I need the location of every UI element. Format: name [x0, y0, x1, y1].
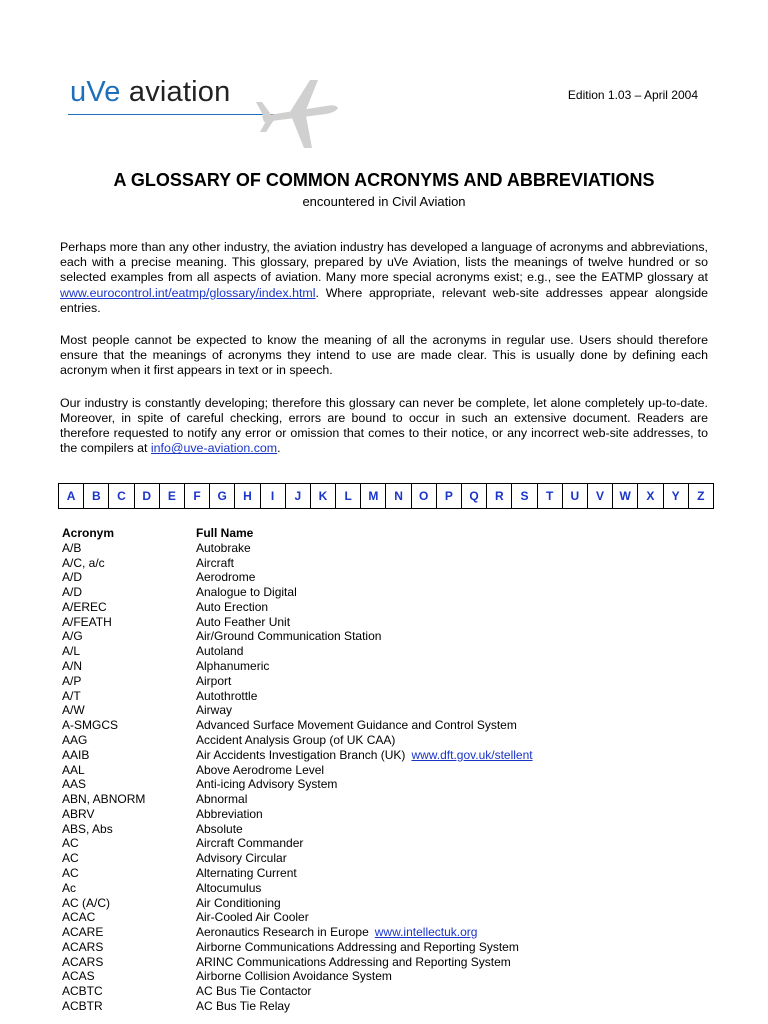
fullname-text: Airway — [196, 703, 233, 718]
table-row — [62, 644, 722, 659]
fullname-cell — [196, 836, 722, 851]
fullname-cell — [196, 955, 722, 970]
acronym-cell: AC — [62, 865, 79, 880]
table-row — [62, 615, 722, 630]
fullname-text: Air/Ground Communication Station — [196, 629, 382, 644]
contact-email-link[interactable]: info@uve-aviation.com — [150, 441, 278, 456]
fullname-text: Anti-icing Advisory System — [196, 777, 338, 792]
fullname-cell — [196, 763, 722, 778]
table-row — [62, 585, 722, 600]
fullname-cell — [196, 896, 722, 911]
airplane-icon — [252, 72, 342, 152]
fullname-text: Aircraft — [196, 555, 235, 570]
acronym-column-header: Acronym — [62, 526, 115, 540]
alphabet-link-r[interactable] — [487, 484, 512, 509]
acronym-cell: A/B — [62, 540, 82, 555]
fullname-column-header: Full Name — [196, 526, 254, 540]
acronym-cell: ACAS — [62, 969, 95, 984]
table-row — [62, 763, 722, 778]
fullname-text: Autothrottle — [196, 688, 258, 703]
acronym-cell: AAS — [62, 777, 87, 792]
logo-text — [70, 76, 230, 109]
acronym-cell: A/C, a/c — [62, 555, 105, 570]
alphabet-letter: M — [368, 489, 379, 503]
acronym-cell: A/FEATH — [62, 614, 112, 629]
acronym-cell: ACARS — [62, 954, 104, 969]
table-row — [62, 969, 722, 984]
glossary-rows — [62, 541, 722, 1014]
glossary-table — [62, 526, 722, 1014]
edition-label: Edition 1.03 – April 2004 — [567, 88, 698, 102]
fullname-cell — [196, 984, 722, 999]
table-row — [62, 556, 722, 571]
page-subtitle: encountered in Civil Aviation — [302, 194, 466, 209]
glossary-header-row — [62, 526, 722, 541]
alphabet-link-z[interactable] — [688, 484, 713, 509]
acronym-cell: A/EREC — [62, 599, 107, 614]
acronym-cell: ACBTC — [62, 984, 103, 999]
table-row — [62, 689, 722, 704]
acronym-cell: A/W — [62, 703, 85, 718]
acronym-cell: AC (A/C) — [62, 895, 110, 910]
alphabet-link-q[interactable] — [462, 484, 487, 509]
eatmp-glossary-link[interactable]: www.eurocontrol.int/eatmp/glossary/index.html — [60, 285, 316, 300]
acronym-cell: ACBTR — [62, 999, 103, 1013]
alphabet-letter: N — [394, 489, 403, 503]
alphabet-link-w[interactable] — [613, 484, 638, 509]
entry-website-link[interactable]: www.intellectuk.org — [374, 925, 478, 940]
fullname-text: Airport — [196, 673, 232, 688]
table-row — [62, 600, 722, 615]
fullname-text: Autoland — [196, 644, 244, 659]
fullname-cell — [196, 629, 722, 644]
table-row — [62, 940, 722, 955]
intro-p3-tail: . — [277, 441, 281, 456]
fullname-text: Alternating Current — [196, 865, 297, 880]
intro-paragraph-1 — [60, 240, 708, 316]
fullname-text: Air-Cooled Air Cooler — [196, 910, 309, 925]
alphabet-letter: O — [419, 489, 429, 503]
alphabet-nav — [58, 483, 714, 509]
table-row — [62, 881, 722, 896]
alphabet-letter: E — [167, 489, 176, 503]
fullname-cell — [196, 674, 722, 689]
acronym-cell: A/N — [62, 659, 83, 674]
alphabet-letter: W — [619, 489, 631, 503]
alphabet-link-j[interactable] — [285, 484, 310, 509]
fullname-text: Air Accidents Investigation Branch (UK) — [196, 747, 406, 762]
fullname-text: Air Conditioning — [196, 895, 281, 910]
alphabet-link-i[interactable] — [260, 484, 285, 509]
intro-paragraph-2: Most people cannot be expected to know the meaning of all the acronyms in regular use. Users should therefore ensure that the meanings of acronyms they intend to use are made clear. This is usually done by defining each acronym when it first appears in text or in speech. — [60, 333, 708, 378]
fullname-cell — [196, 541, 722, 556]
table-row — [62, 570, 722, 585]
table-row — [62, 703, 722, 718]
fullname-text: Advanced Surface Movement Guidance and Control System — [196, 718, 517, 733]
fullname-cell — [196, 777, 722, 792]
alphabet-link-n[interactable] — [386, 484, 411, 509]
acronym-cell: Ac — [62, 880, 77, 895]
fullname-cell — [196, 969, 722, 984]
table-row — [62, 733, 722, 748]
alphabet-link-a[interactable] — [59, 484, 84, 509]
table-row — [62, 955, 722, 970]
fullname-text: Aerodrome — [196, 570, 256, 585]
table-row — [62, 866, 722, 881]
fullname-cell — [196, 822, 722, 837]
acronym-cell: AAG — [62, 732, 88, 747]
fullname-text: Aeronautics Research in Europe — [196, 925, 369, 940]
alphabet-letter: T — [545, 489, 554, 503]
alphabet-letter: L — [344, 489, 352, 503]
table-row — [62, 629, 722, 644]
alphabet-letter: H — [243, 489, 252, 503]
fullname-text: Advisory Circular — [196, 851, 287, 866]
table-row — [62, 836, 722, 851]
intro-p1-text: Perhaps more than any other industry, the aviation industry has developed a language of acronyms and abbreviations, each with a precise meaning. This glossary, prepared by uVe Aviation, lists the meanings of twelve hundred or so selected examples from all aspects of aviation. Many more special acronyms exist; e.g., see the EATMP glossary at — [60, 240, 708, 285]
acronym-cell: A/T — [62, 688, 81, 703]
fullname-cell — [196, 600, 722, 615]
acronym-cell: AAL — [62, 762, 85, 777]
fullname-cell — [196, 703, 722, 718]
alphabet-letter: X — [646, 489, 655, 503]
alphabet-letter: V — [596, 489, 605, 503]
table-row — [62, 999, 722, 1014]
acronym-cell: ACARS — [62, 939, 104, 954]
fullname-cell — [196, 733, 722, 748]
fullname-cell — [196, 925, 722, 940]
alphabet-letter: Q — [469, 489, 479, 503]
table-row — [62, 541, 722, 556]
acronym-cell: A/D — [62, 585, 83, 600]
logo-prefix: uVe — [70, 76, 121, 108]
alphabet-link-x[interactable] — [638, 484, 663, 509]
alphabet-letter: P — [444, 489, 453, 503]
fullname-cell — [196, 689, 722, 704]
alphabet-link-c[interactable] — [109, 484, 134, 509]
acronym-cell: ABRV — [62, 806, 95, 821]
table-row — [62, 674, 722, 689]
alphabet-letter: J — [294, 489, 302, 503]
alphabet-link-s[interactable] — [512, 484, 537, 509]
fullname-text: Auto Erection — [196, 599, 269, 614]
acronym-cell: AC — [62, 836, 79, 851]
fullname-cell — [196, 570, 722, 585]
table-row — [62, 807, 722, 822]
fullname-text: Altocumulus — [196, 880, 262, 895]
fullname-text: Airborne Communications Addressing and Reporting System — [196, 939, 519, 954]
acronym-cell: AC — [62, 851, 79, 866]
alphabet-letter: U — [570, 489, 580, 503]
fullname-cell — [196, 615, 722, 630]
table-row — [62, 822, 722, 837]
fullname-cell — [196, 644, 722, 659]
acronym-cell: A/L — [62, 644, 81, 659]
alphabet-link-o[interactable] — [411, 484, 436, 509]
fullname-cell — [196, 910, 722, 925]
logo-suffix: aviation — [120, 76, 231, 108]
alphabet-link-l[interactable] — [336, 484, 361, 509]
table-row — [62, 910, 722, 925]
alphabet-link-v[interactable] — [587, 484, 612, 509]
table-row — [62, 659, 722, 674]
acronym-cell: ACAC — [62, 910, 96, 925]
fullname-text: Accident Analysis Group (of UK CAA) — [196, 732, 396, 747]
alphabet-letter: B — [91, 489, 101, 503]
fullname-text: Autobrake — [196, 540, 251, 555]
alphabet-letter: C — [117, 489, 126, 503]
fullname-text: Analogue to Digital — [196, 585, 297, 600]
acronym-cell: ABN, ABNORM — [62, 792, 146, 807]
fullname-text: Auto Feather Unit — [196, 614, 291, 629]
alphabet-letter: F — [193, 489, 201, 503]
fullname-cell — [196, 718, 722, 733]
alphabet-letter: A — [66, 489, 76, 503]
fullname-cell — [196, 659, 722, 674]
table-row — [62, 896, 722, 911]
acronym-cell: AAIB — [62, 747, 90, 762]
fullname-cell — [196, 851, 722, 866]
fullname-text: Aircraft Commander — [196, 836, 304, 851]
fullname-cell — [196, 866, 722, 881]
fullname-text: Abbreviation — [196, 806, 263, 821]
intro-p3-text: Our industry is constantly developing; therefore this glossary can never be complete, let alone completely up-to-date. Moreover, in spite of careful checking, errors are bound to occur in such an extensive document. Readers are therefore requested to notify any error or omission that comes to their notice, or any incorrect web-site addresses, to the compilers at — [60, 395, 708, 456]
alphabet-link-u[interactable] — [562, 484, 587, 509]
page-title: A GLOSSARY OF COMMON ACRONYMS AND ABBREVIATIONS — [113, 170, 655, 190]
alphabet-link-k[interactable] — [310, 484, 335, 509]
table-row — [62, 925, 722, 940]
fullname-text: ARINC Communications Addressing and Reporting System — [196, 954, 511, 969]
alphabet-link-f[interactable] — [184, 484, 209, 509]
alphabet-letter: Y — [671, 489, 680, 503]
alphabet-letter: D — [142, 489, 151, 503]
alphabet-link-h[interactable] — [235, 484, 260, 509]
fullname-text: AC Bus Tie Relay — [196, 999, 291, 1013]
acronym-cell: ABS, Abs — [62, 821, 113, 836]
entry-website-link[interactable]: www.dft.gov.uk/stellent — [411, 747, 533, 762]
alphabet-letter: K — [318, 489, 328, 503]
alphabet-link-g[interactable] — [210, 484, 235, 509]
intro-section — [60, 240, 708, 473]
acronym-cell: A-SMGCS — [62, 718, 119, 733]
alphabet-link-t[interactable] — [537, 484, 562, 509]
fullname-text: Above Aerodrome Level — [196, 762, 325, 777]
table-row — [62, 718, 722, 733]
alphabet-letter: Z — [697, 489, 705, 503]
intro-paragraph-3 — [60, 396, 708, 457]
alphabet-row — [59, 484, 714, 509]
fullname-text: AC Bus Tie Contactor — [196, 984, 312, 999]
fullname-cell — [196, 940, 722, 955]
alphabet-link-y[interactable] — [663, 484, 688, 509]
alphabet-letter: S — [520, 489, 529, 503]
fullname-cell — [196, 556, 722, 571]
table-row — [62, 792, 722, 807]
fullname-cell — [196, 807, 722, 822]
fullname-text: Absolute — [196, 821, 243, 836]
alphabet-link-e[interactable] — [159, 484, 184, 509]
alphabet-letter: G — [217, 489, 227, 503]
fullname-cell — [196, 999, 722, 1014]
uve-aviation-logo — [62, 72, 342, 152]
alphabet-link-d[interactable] — [134, 484, 159, 509]
fullname-text: Airborne Collision Avoidance System — [196, 969, 392, 984]
alphabet-letter: I — [270, 489, 275, 503]
alphabet-link-b[interactable] — [84, 484, 109, 509]
acronym-cell: A/G — [62, 629, 83, 644]
fullname-cell — [196, 881, 722, 896]
acronym-cell: A/D — [62, 570, 83, 585]
table-row — [62, 777, 722, 792]
intro-p1-tail: . Where appropriate, relevant web-site addresses appear alongside entries. — [60, 285, 708, 315]
fullname-cell — [196, 748, 722, 763]
alphabet-link-m[interactable] — [361, 484, 386, 509]
fullname-text: Abnormal — [196, 792, 248, 807]
fullname-cell — [196, 792, 722, 807]
table-row — [62, 851, 722, 866]
alphabet-letter: R — [494, 489, 504, 503]
alphabet-link-p[interactable] — [436, 484, 461, 509]
table-row — [62, 748, 722, 763]
fullname-cell — [196, 585, 722, 600]
acronym-cell: A/P — [62, 673, 82, 688]
table-row — [62, 984, 722, 999]
fullname-text: Alphanumeric — [196, 659, 270, 674]
acronym-cell: ACARE — [62, 925, 104, 940]
